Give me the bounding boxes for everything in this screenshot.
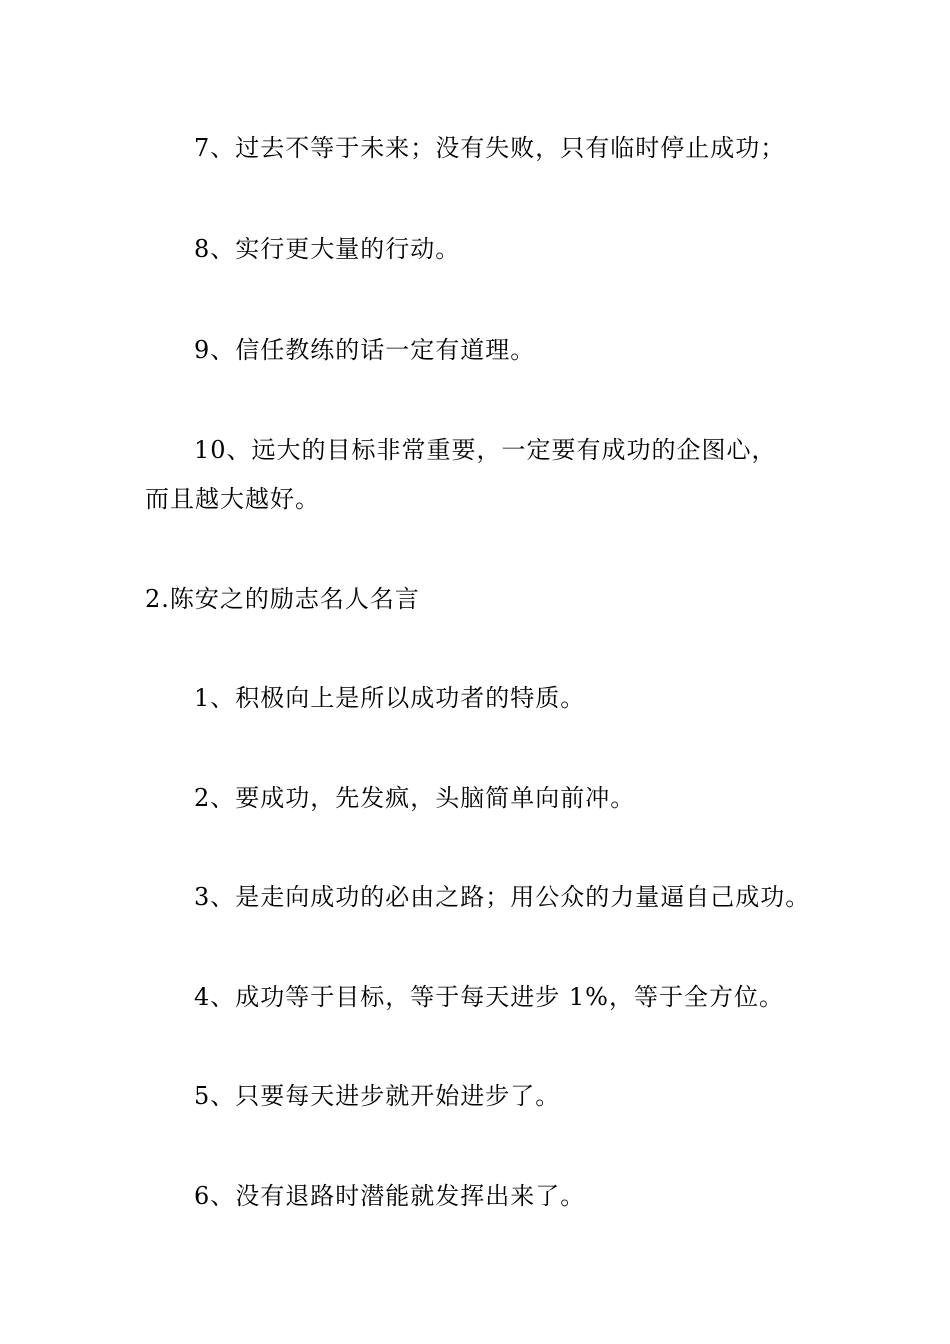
quote-item-8: 8、实行更大量的行动。 <box>194 235 461 263</box>
quote-item-6: 6、没有退路时潜能就发挥出来了。 <box>194 1182 586 1210</box>
quote-item-5: 5、只要每天进步就开始进步了。 <box>194 1082 561 1110</box>
quote-item-7: 7、过去不等于未来；没有失败，只有临时停止成功； <box>194 134 786 162</box>
section-heading: 2.陈安之的励志名人名言 <box>145 585 420 613</box>
quote-item-10-continued: 而且越大越好。 <box>145 485 320 513</box>
quote-item-2: 2、要成功，先发疯，头脑简单向前冲。 <box>194 784 636 812</box>
quote-item-4: 4、成功等于目标，等于每天进步 1%，等于全方位。 <box>194 983 784 1011</box>
quote-item-1: 1、积极向上是所以成功者的特质。 <box>194 684 586 712</box>
quote-item-10: 10、远大的目标非常重要，一定要有成功的企图心， <box>194 436 777 464</box>
quote-item-9: 9、信任教练的话一定有道理。 <box>194 336 536 364</box>
quote-item-3: 3、是走向成功的必由之路；用公众的力量逼自己成功。 <box>194 883 811 911</box>
